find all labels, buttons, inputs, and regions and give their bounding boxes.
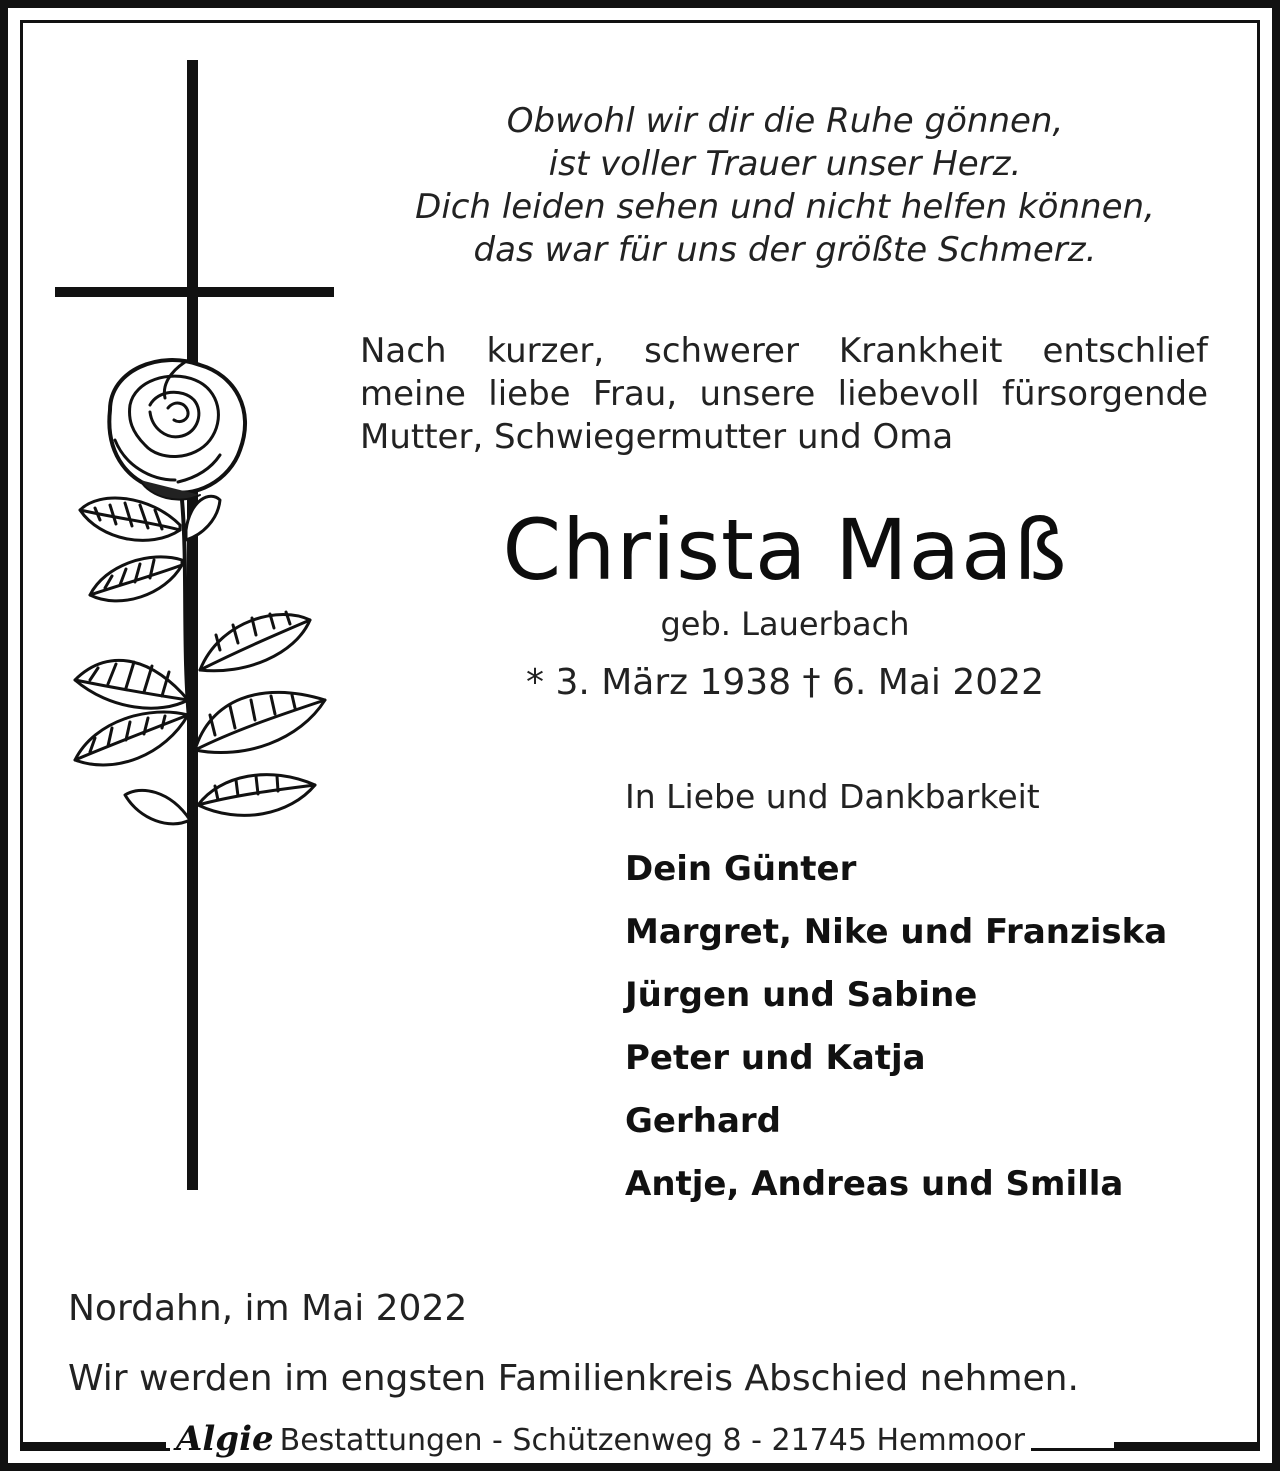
announcement-text — [360, 330, 1208, 459]
poem-line: ist voller Trauer unser Herz. — [548, 144, 1022, 184]
footer-rule-right — [1114, 1442, 1260, 1448]
cross-horizontal-bar — [55, 287, 334, 297]
footer-text — [170, 1416, 1031, 1462]
mourners-list — [625, 838, 1167, 1216]
mourners-intro: In Liebe und Dankbarkeit — [625, 777, 1040, 816]
mourner-name: Dein Günter — [625, 849, 857, 889]
deceased-name: Christa Maaß — [502, 501, 1068, 599]
life-dates: * 3. März 1938 † 6. Mai 2022 — [526, 662, 1044, 703]
announcement-line: Mutter, Schwiegermutter und Oma — [360, 417, 954, 457]
poem-line: Obwohl wir dir die Ruhe gönnen, — [506, 101, 1064, 141]
footer-rule-left — [20, 1442, 166, 1448]
rose-icon — [70, 350, 340, 890]
maiden-name: geb. Lauerbach — [660, 605, 910, 643]
undertaker-address: Bestattungen - Schützenweg 8 - 21745 Hemmoor — [279, 1423, 1025, 1458]
mourner-name: Gerhard — [625, 1101, 781, 1141]
announcement-line: meine liebe Frau, unsere liebevoll fürsorgende — [360, 374, 1208, 414]
poem-line: Dich leiden sehen und nicht helfen können, — [415, 187, 1155, 227]
mourner-name: Antje, Andreas und Smilla — [625, 1164, 1124, 1204]
mourner-name: Jürgen und Sabine — [625, 975, 978, 1015]
farewell-note: Wir werden im engsten Familienkreis Abschied nehmen. — [68, 1358, 1079, 1399]
mourner-name: Peter und Katja — [625, 1038, 926, 1078]
poem — [360, 100, 1210, 272]
footer — [20, 1416, 1260, 1462]
poem-line: das war für uns der größte Schmerz. — [473, 230, 1097, 270]
mourner-name: Margret, Nike und Franziska — [625, 912, 1168, 952]
undertaker-logo: Algie — [176, 1419, 274, 1459]
announcement-line: Nach kurzer, schwerer Krankheit entschlief — [360, 331, 1208, 371]
place-date: Nordahn, im Mai 2022 — [68, 1288, 468, 1329]
